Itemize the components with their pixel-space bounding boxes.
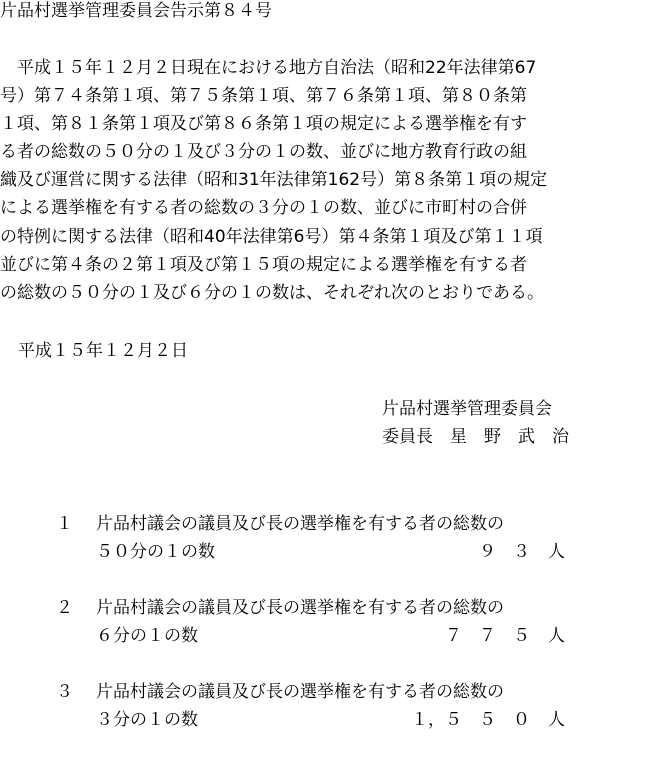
body-line: 織及び運営に関する法律（昭和31年法律第162号）第８条第１項の規定 [0,170,548,190]
item-fraction: ３分の１の数 [96,710,198,730]
signature-official: 委員長 星 野 武 治 [382,427,569,447]
item-value: ７ ７ ５ [445,626,530,646]
item-unit: 人 [548,626,565,646]
signature-organization: 片品村選挙管理委員会 [382,399,552,419]
body-line: 並びに第４条の２第１項及び第１５項の規定による選挙権を有する者 [0,255,527,275]
body-line: の特例に関する法律（昭和40年法律第6号）第４条第１項及び第１１項 [0,227,543,247]
item-value: １，５ ５ ０ [411,710,530,730]
body-line: る者の総数の５０分の１及び３分の１の数、並びに地方教育行政の組 [0,142,527,162]
body-line: 平成１５年１２月２日現在における地方自治法（昭和22年法律第67 [0,58,537,78]
item-fraction: ６分の１の数 [96,626,198,646]
item-unit: 人 [548,542,565,562]
notice-date: 平成１５年１２月２日 [18,341,188,361]
item-unit: 人 [548,710,565,730]
item-number: １ [56,514,73,534]
body-line: 号）第７４条第１項、第７５条第１項、第７６条第１項、第８０条第 [0,86,527,106]
item-value: ９ ３ [479,542,530,562]
item-number: ３ [56,682,73,702]
item-text: 片品村議会の議員及び長の選挙権を有する者の総数の [96,514,504,534]
body-line: による選挙権を有する者の総数の３分の１の数、並びに市町村の合併 [0,198,527,218]
item-number: ２ [56,598,73,618]
body-line: １項、第８１条第１項及び第８６条第１項の規定による選挙権を有す [0,114,527,134]
notice-title: 片品村選挙管理委員会告示第８４号 [0,1,272,21]
item-fraction: ５０分の１の数 [96,542,215,562]
item-text: 片品村議会の議員及び長の選挙権を有する者の総数の [96,598,504,618]
body-line: の総数の５０分の１及び６分の１の数は、それぞれ次のとおりである。 [0,283,544,303]
item-text: 片品村議会の議員及び長の選挙権を有する者の総数の [96,682,504,702]
